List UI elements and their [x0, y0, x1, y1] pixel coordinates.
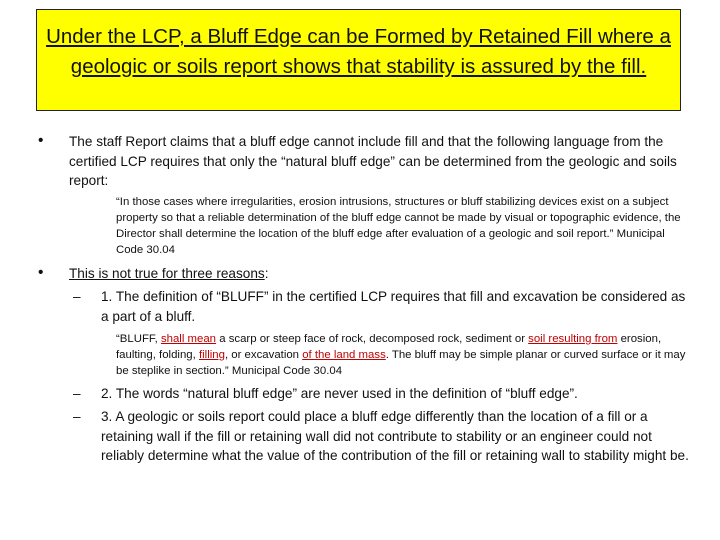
bullet-marker: • [38, 264, 44, 281]
definition-text: a scarp or steep face of rock, decomposed rock, sediment or [216, 333, 529, 345]
lcp-quote: “In those cases where irregularities, erosion intrusions, structures or bluff stabilizing devices exist on a subject property so that a reliable determination of the bluff edge cannot be made by visual or topographic evidence, the Director shall determine the location of the bluff edge after evaluation of a geologic and soil report.” Municipal Code 30.04 [116, 196, 681, 256]
bullet-marker: • [38, 132, 44, 149]
dash-marker: – [73, 409, 81, 424]
point-1-text: The staff Report claims that a bluff edge cannot include fill and that the following language from the certified LCP requires that only the “natural bluff edge” can be determined from the geologic and soils report: [69, 134, 677, 188]
bluff-definition-quote [116, 331, 696, 379]
reason-1: 1. The definition of “BLUFF” in the certified LCP requires that fill and excavation be considered as a part of a bluff. [101, 289, 686, 324]
definition-text: , or excavation [224, 349, 303, 361]
title-box [36, 9, 681, 111]
dash-marker: – [73, 386, 81, 401]
reason-3: 3. A geologic or soils report could place a bluff edge differently than the location of a fill or a retaining wall if the fill or retaining wall did not contribute to stability or an engineer could not reliably determine what the value of the contribution of the fill or retaining wall to stability might be. [101, 409, 689, 463]
definition-highlight: filling [198, 349, 225, 361]
definition-text: “BLUFF, [116, 333, 161, 345]
point-2-intro-text: This is not true for three reasons [69, 266, 265, 281]
dash-marker: – [73, 289, 81, 304]
definition-highlight: of the land mass [302, 349, 386, 361]
definition-highlight: shall mean [160, 333, 217, 345]
point-2-intro-colon: : [264, 266, 269, 281]
definition-text: erosion, faulting, folding, [116, 333, 662, 361]
definition-highlight: soil resulting from [528, 333, 618, 345]
slide-title: Under the LCP, a Bluff Edge can be Formed by Retained Fill where a geologic or soils report shows that stability is assured by the fill. [46, 25, 671, 78]
reason-2: 2. The words “natural bluff edge” are never used in the definition of “bluff edge”. [101, 386, 578, 401]
point-2-intro [69, 264, 694, 284]
definition-text: . The bluff may be simple planar or curved surface or it may be steplike in section.” Municipal Code 30.04 [116, 349, 686, 377]
